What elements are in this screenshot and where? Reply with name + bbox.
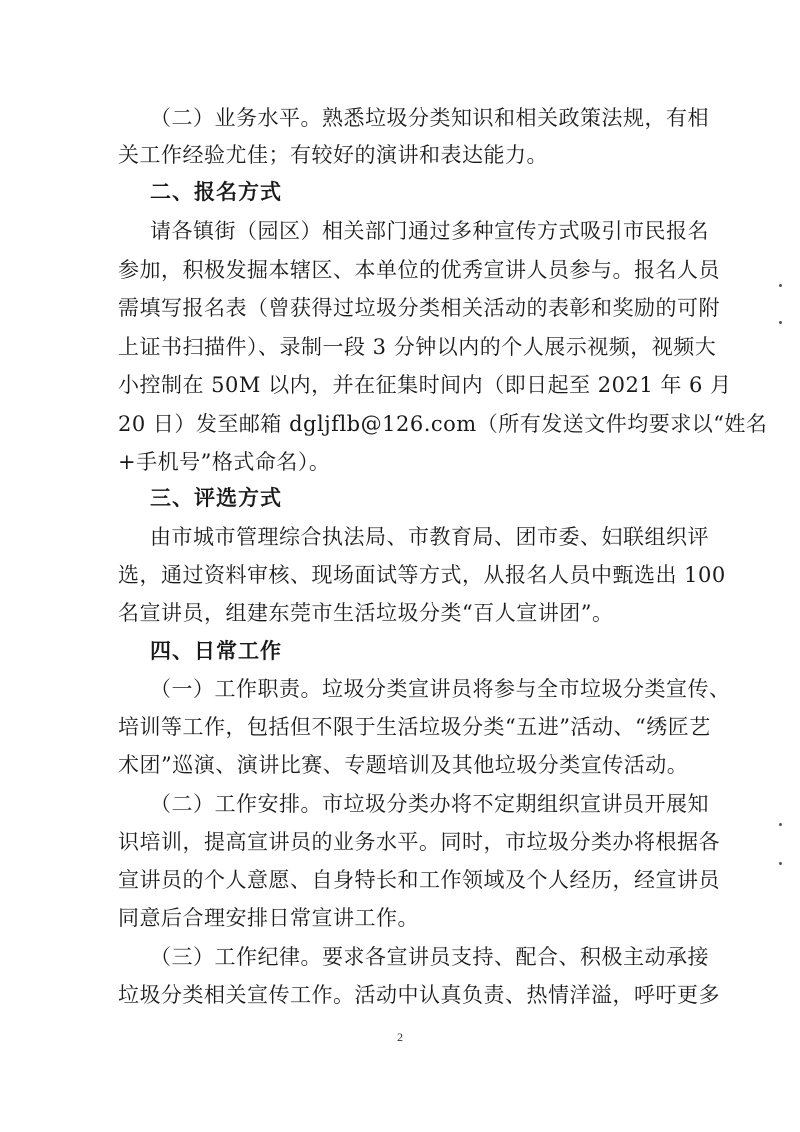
- paragraph-line: 上证书扫描件）、录制一段 3 分钟以内的个人展示视频，视频大: [118, 335, 717, 359]
- section-heading: 四、日常工作: [150, 638, 282, 663]
- scan-speck: [779, 862, 782, 865]
- scan-speck: [779, 823, 782, 826]
- paragraph-line: 选，通过资料审核、现场面试等方式，从报名人员中甄选出 100: [118, 563, 726, 587]
- paragraph-line: 同意后合理安排日常宣讲工作。: [118, 906, 419, 930]
- paragraph-line: 宣讲员的个人意愿、自身特长和工作领域及个人经历，经宣讲员: [118, 868, 720, 892]
- scan-speck: [779, 321, 782, 324]
- section-heading: 三、评选方式: [150, 485, 282, 510]
- paragraph-line: （二）工作安排。市垃圾分类办将不定期组织宣讲员开展知: [150, 792, 709, 816]
- page-number: 2: [397, 1030, 403, 1044]
- paragraph-line: 识培训，提高宣讲员的业务水平。同时，市垃圾分类办将根据各: [118, 830, 720, 854]
- paragraph-line: （一）工作职责。垃圾分类宣讲员将参与全市垃圾分类宣传、: [150, 677, 731, 701]
- paragraph-line: 关工作经验尤佳；有较好的演讲和表达能力。: [118, 143, 548, 167]
- paragraph-line: 名宣讲员，组建东莞市生活垃圾分类“百人宣讲团”。: [118, 601, 614, 625]
- paragraph-line: +手机号”格式命名）。: [118, 450, 331, 474]
- section-heading: 二、报名方式: [150, 179, 282, 204]
- scan-speck: [779, 284, 782, 287]
- paragraph-line: 术团”巡演、演讲比赛、专题培训及其他垃圾分类宣传活动。: [118, 753, 689, 777]
- paragraph-line: 请各镇街（园区）相关部门通过多种宣传方式吸引市民报名: [150, 219, 709, 243]
- paragraph-line: （三）工作纪律。要求各宣讲员支持、配合、积极主动承接: [150, 945, 709, 969]
- paragraph-line: 培训等工作，包括但不限于生活垃圾分类“五进”活动、“绣匠艺: [118, 715, 711, 739]
- paragraph-line: 20 日）发至邮箱 dgljflb@126.com（所有发送文件均要求以“姓名: [118, 412, 768, 436]
- paragraph-line: 由市城市管理综合执法局、市教育局、团市委、妇联组织评: [150, 525, 709, 549]
- paragraph-line: 小控制在 50M 以内，并在征集时间内（即日起至 2021 年 6 月: [118, 373, 732, 397]
- paragraph-line: 参加，积极发掘本辖区、本单位的优秀宣讲人员参与。报名人员: [118, 258, 720, 282]
- paragraph-line: 需填写报名表（曾获得过垃圾分类相关活动的表彰和奖励的可附: [118, 296, 720, 320]
- paragraph-line: （二）业务水平。熟悉垃圾分类知识和相关政策法规，有相: [150, 106, 709, 130]
- paragraph-line: 垃圾分类相关宣传工作。活动中认真负责、热情洋溢，呼吁更多: [118, 983, 720, 1007]
